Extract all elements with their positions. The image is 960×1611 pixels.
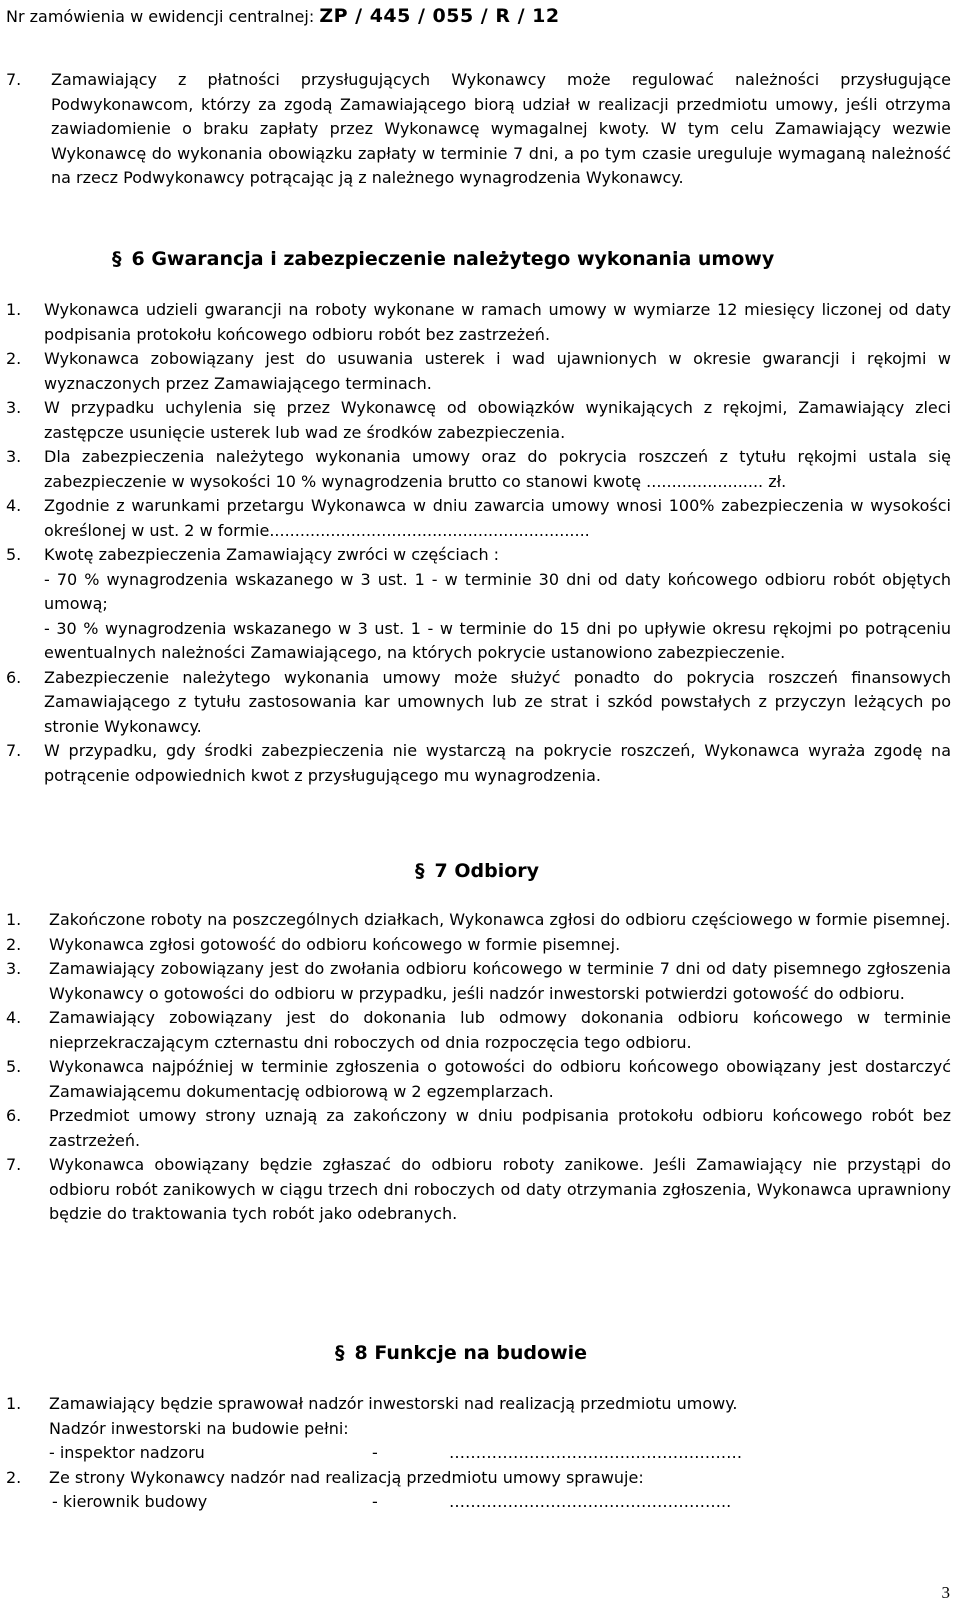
- item-subline: - 30 % wynagrodzenia wskazanego w 3 ust. 1 - w terminie do 15 dni po upływie okresu rękojmi po potrąceniu ewentualnych należności Zamawiającego, na których pokrycie ustanowiono zabezpieczenie.: [44, 618, 951, 662]
- section-6-heading: 6 Gwarancja i zabezpieczenie należytego wykonania umowy: [131, 248, 775, 270]
- item-text: Zakończone roboty na poszczególnych działkach, Wykonawca zgłosi do odbioru częściowego w formie pisemnej.: [49, 910, 951, 929]
- item-text: Zamawiający zobowiązany jest do zwołania odbioru końcowego w terminie 7 dni od daty pisemnego zgłoszenia Wykonawcy o gotowości do odbioru w przypadku, jeśli nadzór inwestorski potwierdzi gotowość do odbioru.: [49, 959, 951, 1003]
- list-item: 7. Wykonawca obowiązany będzie zgłaszać do odbioru roboty zanikowe. Jeśli Zamawiający nie przystąpi do odbioru robót zanikowych w ciągu trzech dni roboczych od daty otrzymania zgłoszenia, Wykonawca uprawniony będzie do traktowania tych robót jako odebranych.: [6, 1155, 951, 1223]
- list-item: 6. Przedmiot umowy strony uznają za zakończony w dniu podpisania protokołu odbioru końcowego robót bez zastrzeżeń.: [6, 1106, 951, 1150]
- item-text: Zamawiający będzie sprawował nadzór inwestorski nad realizacją przedmiotu umowy.: [49, 1394, 738, 1413]
- section-7-title: [0, 858, 960, 884]
- item-text: Zabezpieczenie należytego wykonania umowy może służyć ponadto do pokrycia roszczeń finansowych Zamawiającego z tytułu zastosowania kar umownych lub ze strat i szkód powstałych z przyczyn leżących po stronie Wykonawcy.: [44, 667, 951, 736]
- section-8-list: [6, 1392, 951, 1515]
- item-subline: - 70 % wynagrodzenia wskazanego w 3 ust. 1 - w terminie 30 dni od daty końcowego odbioru robót objętych umową;: [44, 569, 951, 613]
- list-item: 6. Zabezpieczenie należytego wykonania umowy może służyć ponadto do pokrycia roszczeń finansowych Zamawiającego z tytułu zastosowania kar umownych lub ze strat i szkód powstałych z przyczyn leżących po stronie Wykonawcy.: [6, 667, 951, 736]
- list-item: 3. W przypadku uchylenia się przez Wykonawcę od obowiązków wynikających z rękojmi, Zamawiający zleci zastępcze usunięcie usterek lub wad ze środków zabezpieczenia.: [6, 398, 951, 442]
- list-item: 1. Zakończone roboty na poszczególnych działkach, Wykonawca zgłosi do odbioru częściowego w formie pisemnej.: [6, 910, 951, 929]
- item-text: Wykonawca udzieli gwarancji na roboty wykonane w ramach umowy w wymiarze 12 miesięcy liczonej od daty podpisania protokołu końcowego odbioru robót bez zastrzeżeń.: [44, 300, 951, 344]
- item-text: Wykonawca najpóźniej w terminie zgłoszenia o gotowości do odbioru końcowego obowiązany jest dostarczyć Zamawiającemu dokumentację odbiorową w 2 egzemplarzach.: [49, 1057, 951, 1101]
- list-item: 4. Zgodnie z warunkami przetargu Wykonawca w dniu zawarcia umowy wnosi 100% zabezpieczenia w wysokości określonej w ust. 2 w formie...............................................................: [6, 496, 951, 540]
- item-text: Przedmiot umowy strony uznają za zakończony w dniu podpisania protokołu odbioru końcowego robót bez zastrzeżeń.: [49, 1106, 951, 1150]
- order-number-header: [6, 4, 560, 29]
- item-text: Kwotę zabezpieczenia Zamawiający zwróci w częściach :: [44, 545, 500, 564]
- section-7-heading: 7 Odbiory: [434, 860, 540, 882]
- item-text: Wykonawca zgłosi gotowość do odbioru końcowego w formie pisemnej.: [49, 934, 621, 954]
- list-item: 2. Wykonawca zobowiązany jest do usuwania usterek i wad ujawnionych w okresie gwarancji i rękojmi w wyznaczonych przez Zamawiającego terminach.: [6, 349, 951, 393]
- list-item: 1. Zamawiający będzie sprawował nadzór inwestorski nad realizacją przedmiotu umowy. Nadzór inwestorski na budowie pełni: - inspektor nadzoru - …………………………….…………………: [6, 1392, 951, 1466]
- section-symbol: §: [335, 1342, 345, 1364]
- site-manager-dash: -: [372, 1492, 378, 1511]
- paragraph-text: Zamawiający z płatności przysługujących Wykonawcy może regulować należności przysługujące Podwykonawcom, którzy za zgodą Zamawiającego biorą udział w realizacji przedmiotu umowy, jeśli otrzyma zawiadomienie o braku zapłaty przez Wykonawcę wymagalnej kwoty. W tym celu Zamawiający wezwie Wykonawcę do wykonania obowiązku zapłaty w terminie 7 dni, a po tym czasie ureguluje wymaganą należność na rzecz Podwykonawcy potrącając ją z należnego wynagrodzenia Wykonawcy.: [51, 70, 951, 187]
- page-number: 3: [941, 1582, 950, 1602]
- item-text: Zamawiający zobowiązany jest do dokonania lub odmowy dokonania odbioru końcowego w terminie nieprzekraczającym czternastu dni roboczych od dnia rozpoczęcia tego odbioru.: [49, 1008, 951, 1052]
- supervisor-intro: Nadzór inwestorski na budowie pełni:: [49, 1418, 349, 1438]
- list-item: 5. Kwotę zabezpieczenia Zamawiający zwróci w częściach : - 70 % wynagrodzenia wskazanego w 3 ust. 1 - w terminie 30 dni od daty końcowego odbioru robót objętych umową; - 30 % wynagrodzenia wskazanego w 3 ust. 1 - w terminie do 15 dni po upływie okresu rękojmi po potrąceniu ewentualnych należności Zamawiającego, na których pokrycie ustanowiono zabezpieczenie.: [6, 543, 951, 666]
- list-item: 1. Wykonawca udzieli gwarancji na roboty wykonane w ramach umowy w wymiarze 12 miesięcy liczonej od daty podpisania protokołu końcowego odbioru robót bez zastrzeżeń.: [6, 300, 951, 344]
- inspector-role: - inspektor nadzoru: [49, 1443, 205, 1462]
- section-6-title: [0, 246, 960, 272]
- item-text: W przypadku, gdy środki zabezpieczenia nie wystarczą na pokrycie roszczeń, Wykonawca wyraża zgodę na potrącenie odpowiednich kwot z przysługującego mu wynagrodzenia.: [44, 741, 951, 785]
- section-6-list: [6, 298, 951, 788]
- item-text: Wykonawca zobowiązany jest do usuwania usterek i wad ujawnionych w okresie gwarancji i rękojmi w wyznaczonych przez Zamawiającego terminach.: [44, 349, 951, 393]
- list-item: 4. Zamawiający zobowiązany jest do dokonania lub odmowy dokonania odbioru końcowego w terminie nieprzekraczającym czternastu dni roboczych od dnia rozpoczęcia tego odbioru.: [6, 1008, 951, 1052]
- section-8-title: [0, 1340, 960, 1366]
- inspector-row: [49, 1441, 951, 1466]
- site-manager-name-field: ……………………………………………..: [449, 1492, 732, 1511]
- item-text: Wykonawca obowiązany będzie zgłaszać do odbioru roboty zanikowe. Jeśli Zamawiający nie przystąpi do odbioru robót zanikowych w ciągu trzech dni roboczych od daty otrzymania zgłoszenia, Wykonawca uprawniony będzie do traktowania tych robót jako odebranych.: [49, 1155, 951, 1223]
- list-item: 7. W przypadku, gdy środki zabezpieczenia nie wystarczą na pokrycie roszczeń, Wykonawca wyraża zgodę na potrącenie odpowiednich kwot z przysługującego mu wynagrodzenia.: [6, 741, 951, 785]
- list-item: 5. Wykonawca najpóźniej w terminie zgłoszenia o gotowości do odbioru końcowego obowiązany jest dostarczyć Zamawiającemu dokumentację odbiorową w 2 egzemplarzach.: [6, 1057, 951, 1101]
- inspector-dash: -: [372, 1443, 378, 1462]
- site-manager-role: - kierownik budowy: [52, 1492, 208, 1511]
- section-symbol: §: [112, 248, 122, 270]
- section-symbol: §: [415, 860, 425, 882]
- list-item: 2. Ze strony Wykonawcy nadzór nad realizacją przedmiotu umowy sprawuje: - kierownik budowy - ……………………………………………..: [6, 1466, 951, 1515]
- inspector-name-field: …………………………….…………………: [449, 1443, 743, 1462]
- order-number-code: ZP / 445 / 055 / R / 12: [319, 5, 560, 27]
- order-number-label: Nr zamówienia w ewidencji centralnej:: [6, 7, 315, 26]
- list-item: 3. Dla zabezpieczenia należytego wykonania umowy oraz do pokrycia roszczeń z tytułu rękojmi ustala się zabezpieczenie w wysokości 10 % wynagrodzenia brutto co stanowi kwotę ....................... zł.: [6, 447, 951, 491]
- paragraph-number: 7.: [6, 70, 22, 89]
- list-item: 3. Zamawiający zobowiązany jest do zwołania odbioru końcowego w terminie 7 dni od daty pisemnego zgłoszenia Wykonawcy o gotowości do odbioru w przypadku, jeśli nadzór inwestorski potwierdzi gotowość do odbioru.: [6, 959, 951, 1003]
- item-text: Ze strony Wykonawcy nadzór nad realizacją przedmiotu umowy sprawuje:: [49, 1467, 644, 1487]
- item-text: W przypadku uchylenia się przez Wykonawcę od obowiązków wynikających z rękojmi, Zamawiający zleci zastępcze usunięcie usterek lub wad ze środków zabezpieczenia.: [44, 398, 951, 442]
- section-7-list: [6, 908, 951, 1227]
- section-8-heading: 8 Funkcje na budowie: [354, 1342, 588, 1364]
- site-manager-row: [49, 1490, 951, 1515]
- item-text: Zgodnie z warunkami przetargu Wykonawca w dniu zawarcia umowy wnosi 100% zabezpieczenia w wysokości określonej w ust. 2 w formie...............................................................: [44, 496, 951, 540]
- item-text: Dla zabezpieczenia należytego wykonania umowy oraz do pokrycia roszczeń z tytułu rękojmi ustala się zabezpieczenie w wysokości 10 % wynagrodzenia brutto co stanowi kwotę ....................... zł.: [44, 447, 951, 491]
- list-item: 2. Wykonawca zgłosi gotowość do odbioru końcowego w formie pisemnej.: [6, 934, 621, 954]
- paragraph-7: [6, 68, 951, 191]
